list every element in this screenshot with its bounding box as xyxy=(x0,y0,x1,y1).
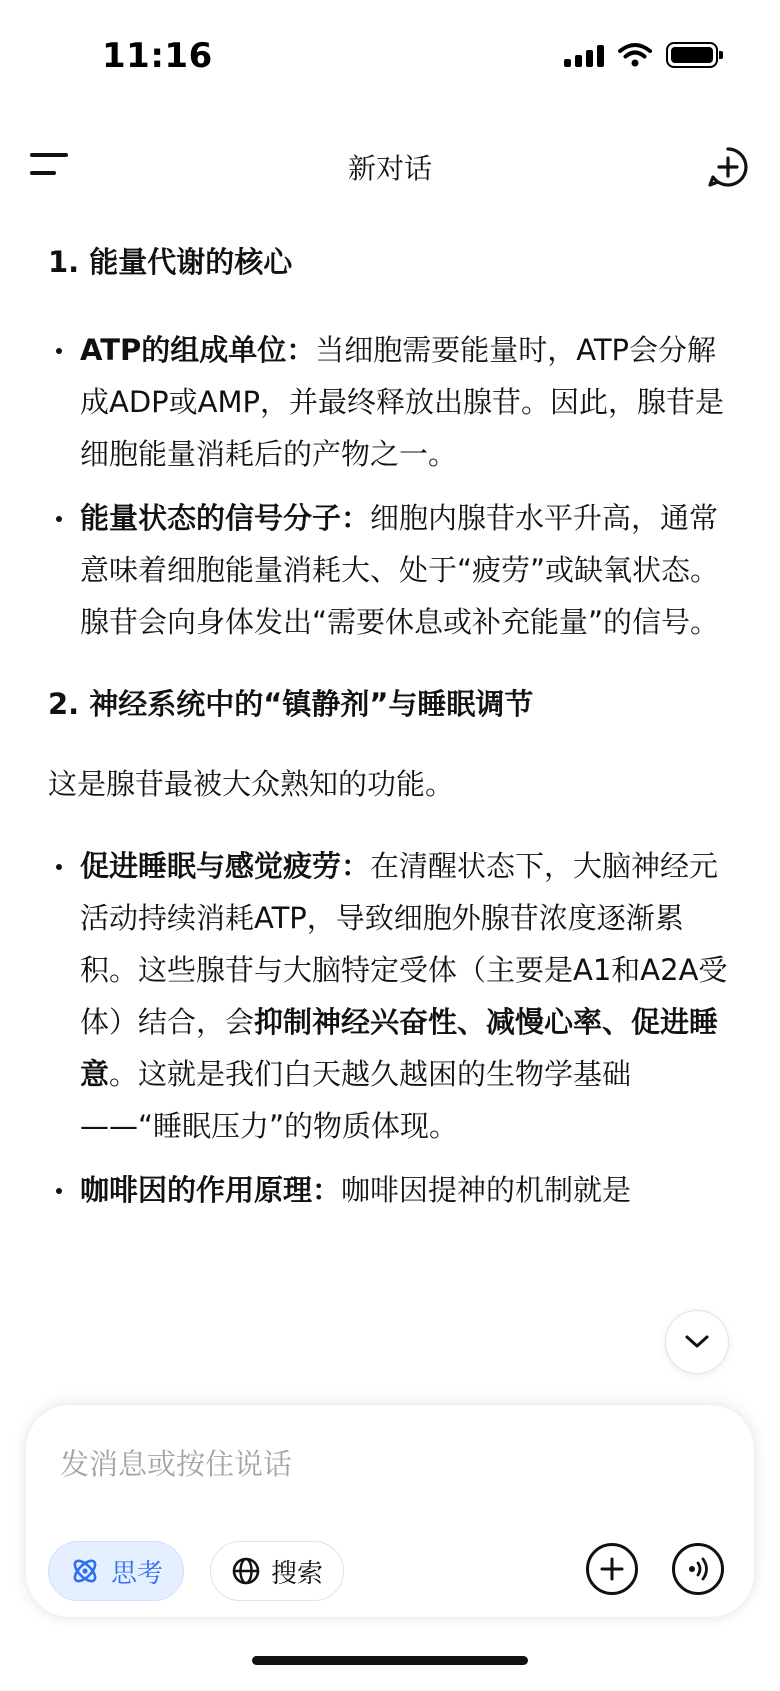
status-icons xyxy=(564,42,718,68)
list-item xyxy=(48,1164,728,1216)
search-label: 搜索 xyxy=(271,1558,324,1589)
status-time: 11:16 xyxy=(102,36,213,76)
list-item-text: 。这就是我们白天越久越困的生物学基础——“睡眠压力”的物质体现。 xyxy=(80,1057,632,1143)
status-bar xyxy=(0,0,780,110)
composer xyxy=(26,1405,754,1617)
list-item-text: 细胞内腺苷水平升高，通常意味着细胞能量消耗大、处于“疲劳”或缺氧状态。腺苷会向身体发出“需要休息或补充能量”的信号。 xyxy=(80,501,720,639)
list-item xyxy=(48,840,728,1152)
add-attachment-button[interactable] xyxy=(586,1543,638,1595)
voice-call-button[interactable] xyxy=(672,1543,724,1595)
chevron-down-icon xyxy=(684,1334,710,1350)
battery-icon xyxy=(666,42,718,68)
wifi-icon xyxy=(618,42,652,68)
list-item-term: ATP的组成单位： xyxy=(80,333,316,367)
plus-icon xyxy=(599,1556,625,1582)
header xyxy=(0,135,780,205)
section-title-1: 1. 能量代谢的核心 xyxy=(48,245,293,279)
list-item-text: 咖啡因提神的机制就是 xyxy=(341,1173,632,1207)
list-item xyxy=(48,324,728,480)
new-chat-icon[interactable] xyxy=(706,145,750,189)
think-label: 思考 xyxy=(111,1558,164,1589)
list-item-term: 促进睡眠与感觉疲劳： xyxy=(80,849,371,883)
section-title-2: 2. 神经系统中的“镇静剂”与睡眠调节 xyxy=(48,687,534,721)
voice-icon xyxy=(683,1554,713,1584)
page-title: 新对话 xyxy=(347,152,432,185)
list-item-term: 能量状态的信号分子： xyxy=(80,501,371,535)
paragraph: 这是腺苷最被大众熟知的功能。 xyxy=(48,767,455,801)
search-toggle[interactable] xyxy=(210,1541,344,1601)
scroll-down-button[interactable] xyxy=(665,1310,729,1374)
list-item-text: 在清醒状态下，大脑神经元活动持续消耗ATP，导致细胞外腺苷浓度逐渐累积。这些腺苷与大脑特定受体（主要是A1和A2A受体）结合，会 xyxy=(80,849,728,1039)
think-toggle[interactable] xyxy=(48,1541,184,1601)
globe-icon xyxy=(231,1556,261,1586)
list-item-emphasis: 抑制神经兴奋性、减慢心率、促进睡意 xyxy=(80,1005,719,1091)
list-item xyxy=(48,492,728,648)
list-item-text: 当细胞需要能量时，ATP会分解成ADP或AMP，并最终释放出腺苷。因此，腺苷是细胞能量消耗后的产物之一。 xyxy=(80,333,725,471)
cellular-signal-icon xyxy=(564,43,604,67)
list-item-term: 咖啡因的作用原理： xyxy=(80,1173,342,1207)
atom-icon xyxy=(69,1555,101,1587)
home-indicator xyxy=(252,1656,528,1665)
message-input[interactable] xyxy=(60,1439,660,1489)
chat-message xyxy=(48,240,728,1216)
